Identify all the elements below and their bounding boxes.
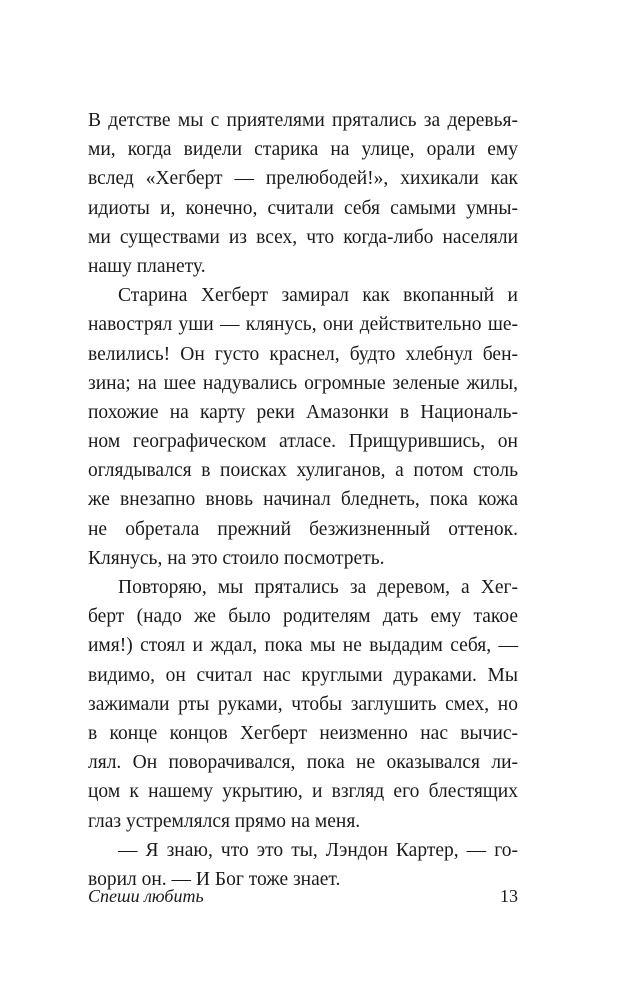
- text-line: В детстве мы с приятелями прятались за деревья-: [88, 110, 518, 131]
- text-line: Клянусь, на это стоило посмотреть.: [88, 547, 385, 569]
- text-line: зина; на шее надувались огромные зеленые жилы,: [88, 372, 518, 394]
- text-line: идиоты и, конечно, считали себя самыми умны-: [88, 197, 518, 219]
- text-line: похожие на карту реки Амазонки в Националь-: [88, 401, 518, 423]
- text-line: — Я знаю, что это ты, Лэндон Картер, — го-: [118, 839, 518, 861]
- text-line: имя!) стоял и ждал, пока мы не выдадим себя, —: [88, 635, 518, 657]
- page-number: 13: [500, 886, 518, 906]
- text-line: велились! Он густо краснел, будто хлебнул бен-: [88, 343, 518, 365]
- body-text: [88, 106, 518, 894]
- running-title: Спеши любить: [88, 886, 204, 906]
- text-line: цом к нашему укрытию, и взгляд его блестящих: [88, 781, 518, 803]
- text-line: нашу планету.: [88, 255, 206, 277]
- text-line: вслед «Хегберт — прелюбодей!», хихикали как: [88, 168, 518, 190]
- text-line: оглядывался в поисках хулиганов, а потом столь: [88, 460, 518, 482]
- text-line: лял. Он поворачивался, пока не оказывался ли-: [88, 752, 518, 774]
- text-line: берт (надо же было родителям дать ему такое: [88, 606, 518, 628]
- text-line: не обретала прежний безжизненный оттенок.: [88, 518, 518, 540]
- text-line: Старина Хегберт замирал как вкопанный и: [118, 285, 518, 307]
- text-line: видимо, он считал нас круглыми дураками. Мы: [88, 664, 518, 686]
- text-line: ном географическом атласе. Прищурившись, он: [88, 431, 518, 453]
- text-line: же внезапно вновь начинал бледнеть, пока кожа: [88, 489, 518, 511]
- text-line: глаз устремлялся прямо на меня.: [88, 810, 361, 832]
- text-line: ворил он. — И Бог тоже знает.: [88, 868, 341, 890]
- text-line: зажимали рты руками, чтобы заглушить смех, но: [88, 693, 518, 715]
- text-line: ми существами из всех, что когда-либо населяли: [88, 226, 518, 248]
- text-line: навострял уши — клянусь, они действительно ше-: [88, 314, 518, 336]
- text-line: в конце концов Хегберт неизменно нас вычис-: [88, 722, 518, 744]
- text-line: Повторяю, мы прятались за деревом, а Хег-: [118, 577, 518, 598]
- page-footer: [88, 883, 518, 909]
- text-line: ми, когда видели старика на улице, орали ему: [88, 139, 518, 161]
